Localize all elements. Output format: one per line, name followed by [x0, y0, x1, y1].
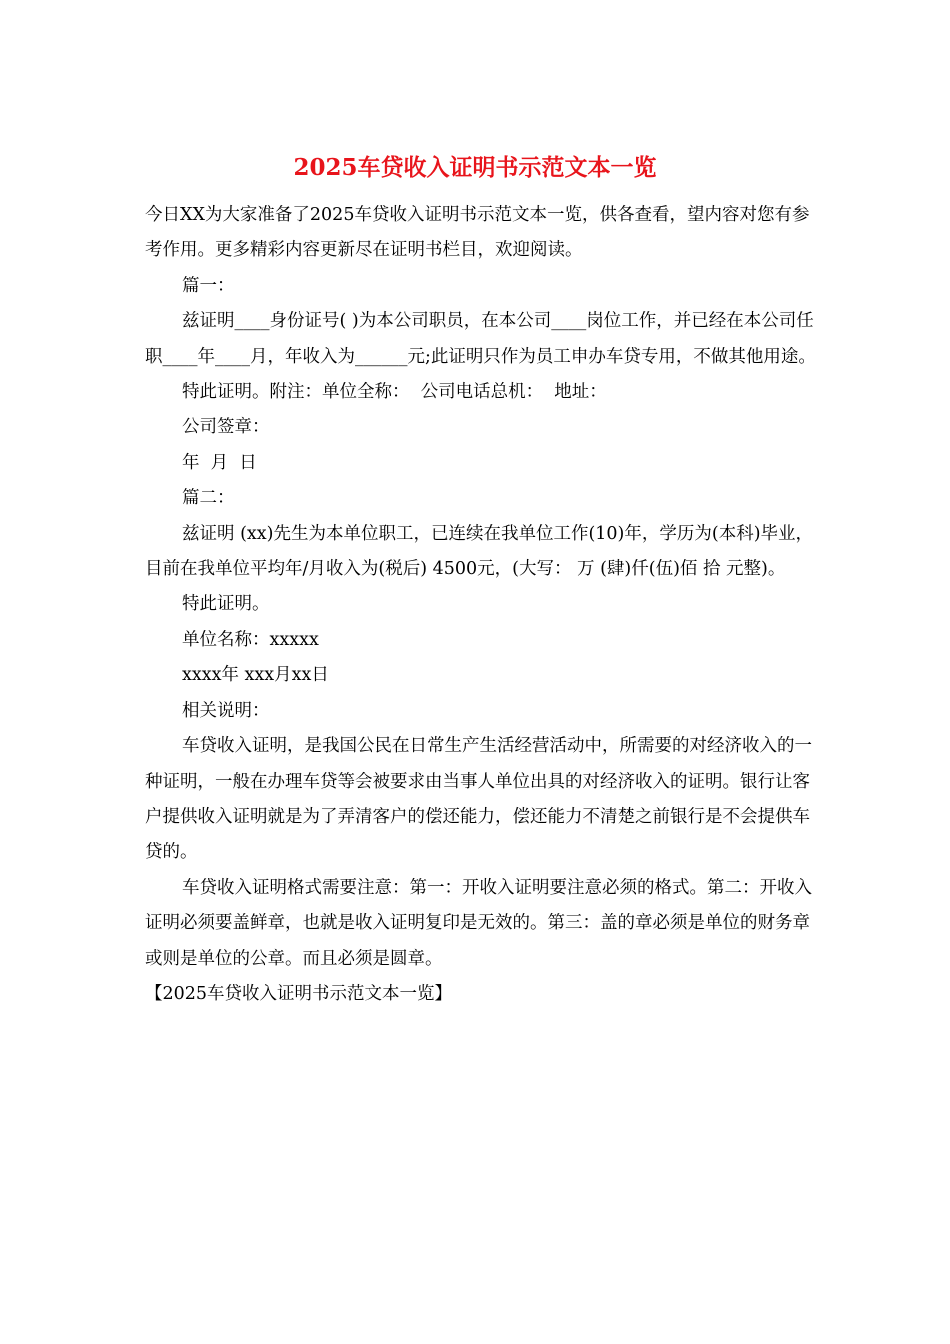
document-title: 2025车贷收入证明书示范文本一览: [293, 154, 657, 181]
date-line-two: xxxx年 xxx月xx日: [182, 665, 329, 686]
certificate-paragraph-one: 兹证明____身份证号( )为本公司职员，在本公司____岗位工作，并已经在本公司任职____年____月，年收入为______元;此证明只作为员工申办车贷专用，不做其他用途。: [145, 311, 816, 367]
company-seal-line: 公司签章：: [182, 417, 270, 438]
document-body: [145, 198, 817, 1012]
certificate-paragraph-two: 兹证明 (xx)先生为本单位职工，已连续在我单位工作(10)年，学历为(本科)毕业，目前在我单位平均年/月收入为(税后) 4500元，(大写： 万 (肆)仟(伍)佰 拾 元整)。: [145, 523, 814, 580]
date-line-one: 年 月 日: [182, 452, 257, 473]
section-heading-part-two: 篇二：: [182, 488, 235, 509]
unit-name-line: 单位名称：xxxxx: [182, 629, 319, 650]
intro-paragraph: 今日XX为大家准备了2025车贷收入证明书示范文本一览，供各查看，望内容对您有参考作用。更多精彩内容更新尽在证明书栏目，欢迎阅读。: [145, 205, 810, 261]
closing-title-line: 【2025车贷收入证明书示范文本一览】: [145, 983, 453, 1004]
explanation-paragraph: 车贷收入证明，是我国公民在日常生产生活经营活动中，所需要的对经济收入的一种证明，一般在办理车贷等会被要求由当事人单位出具的对经济收入的证明。银行让客户提供收入证明就是为了弄清客户的偿还能力，偿还能力不清楚之前银行是不会提供车贷的。: [145, 736, 812, 863]
format-notes-paragraph: 车贷收入证明格式需要注意：第一：开收入证明要注意必须的格式。第二：开收入证明必须要盖鲜章，也就是收入证明复印是无效的。第三：盖的章必须是单位的财务章或则是单位的公章。而且必须是圆章。: [145, 877, 812, 969]
related-notes-heading: 相关说明：: [182, 700, 270, 721]
section-heading-part-one: 篇一：: [182, 275, 235, 296]
hereby-certify-line: 特此证明。: [182, 594, 270, 615]
remarks-line: 特此证明。附注：单位全称： 公司电话总机： 地址：: [182, 382, 607, 403]
